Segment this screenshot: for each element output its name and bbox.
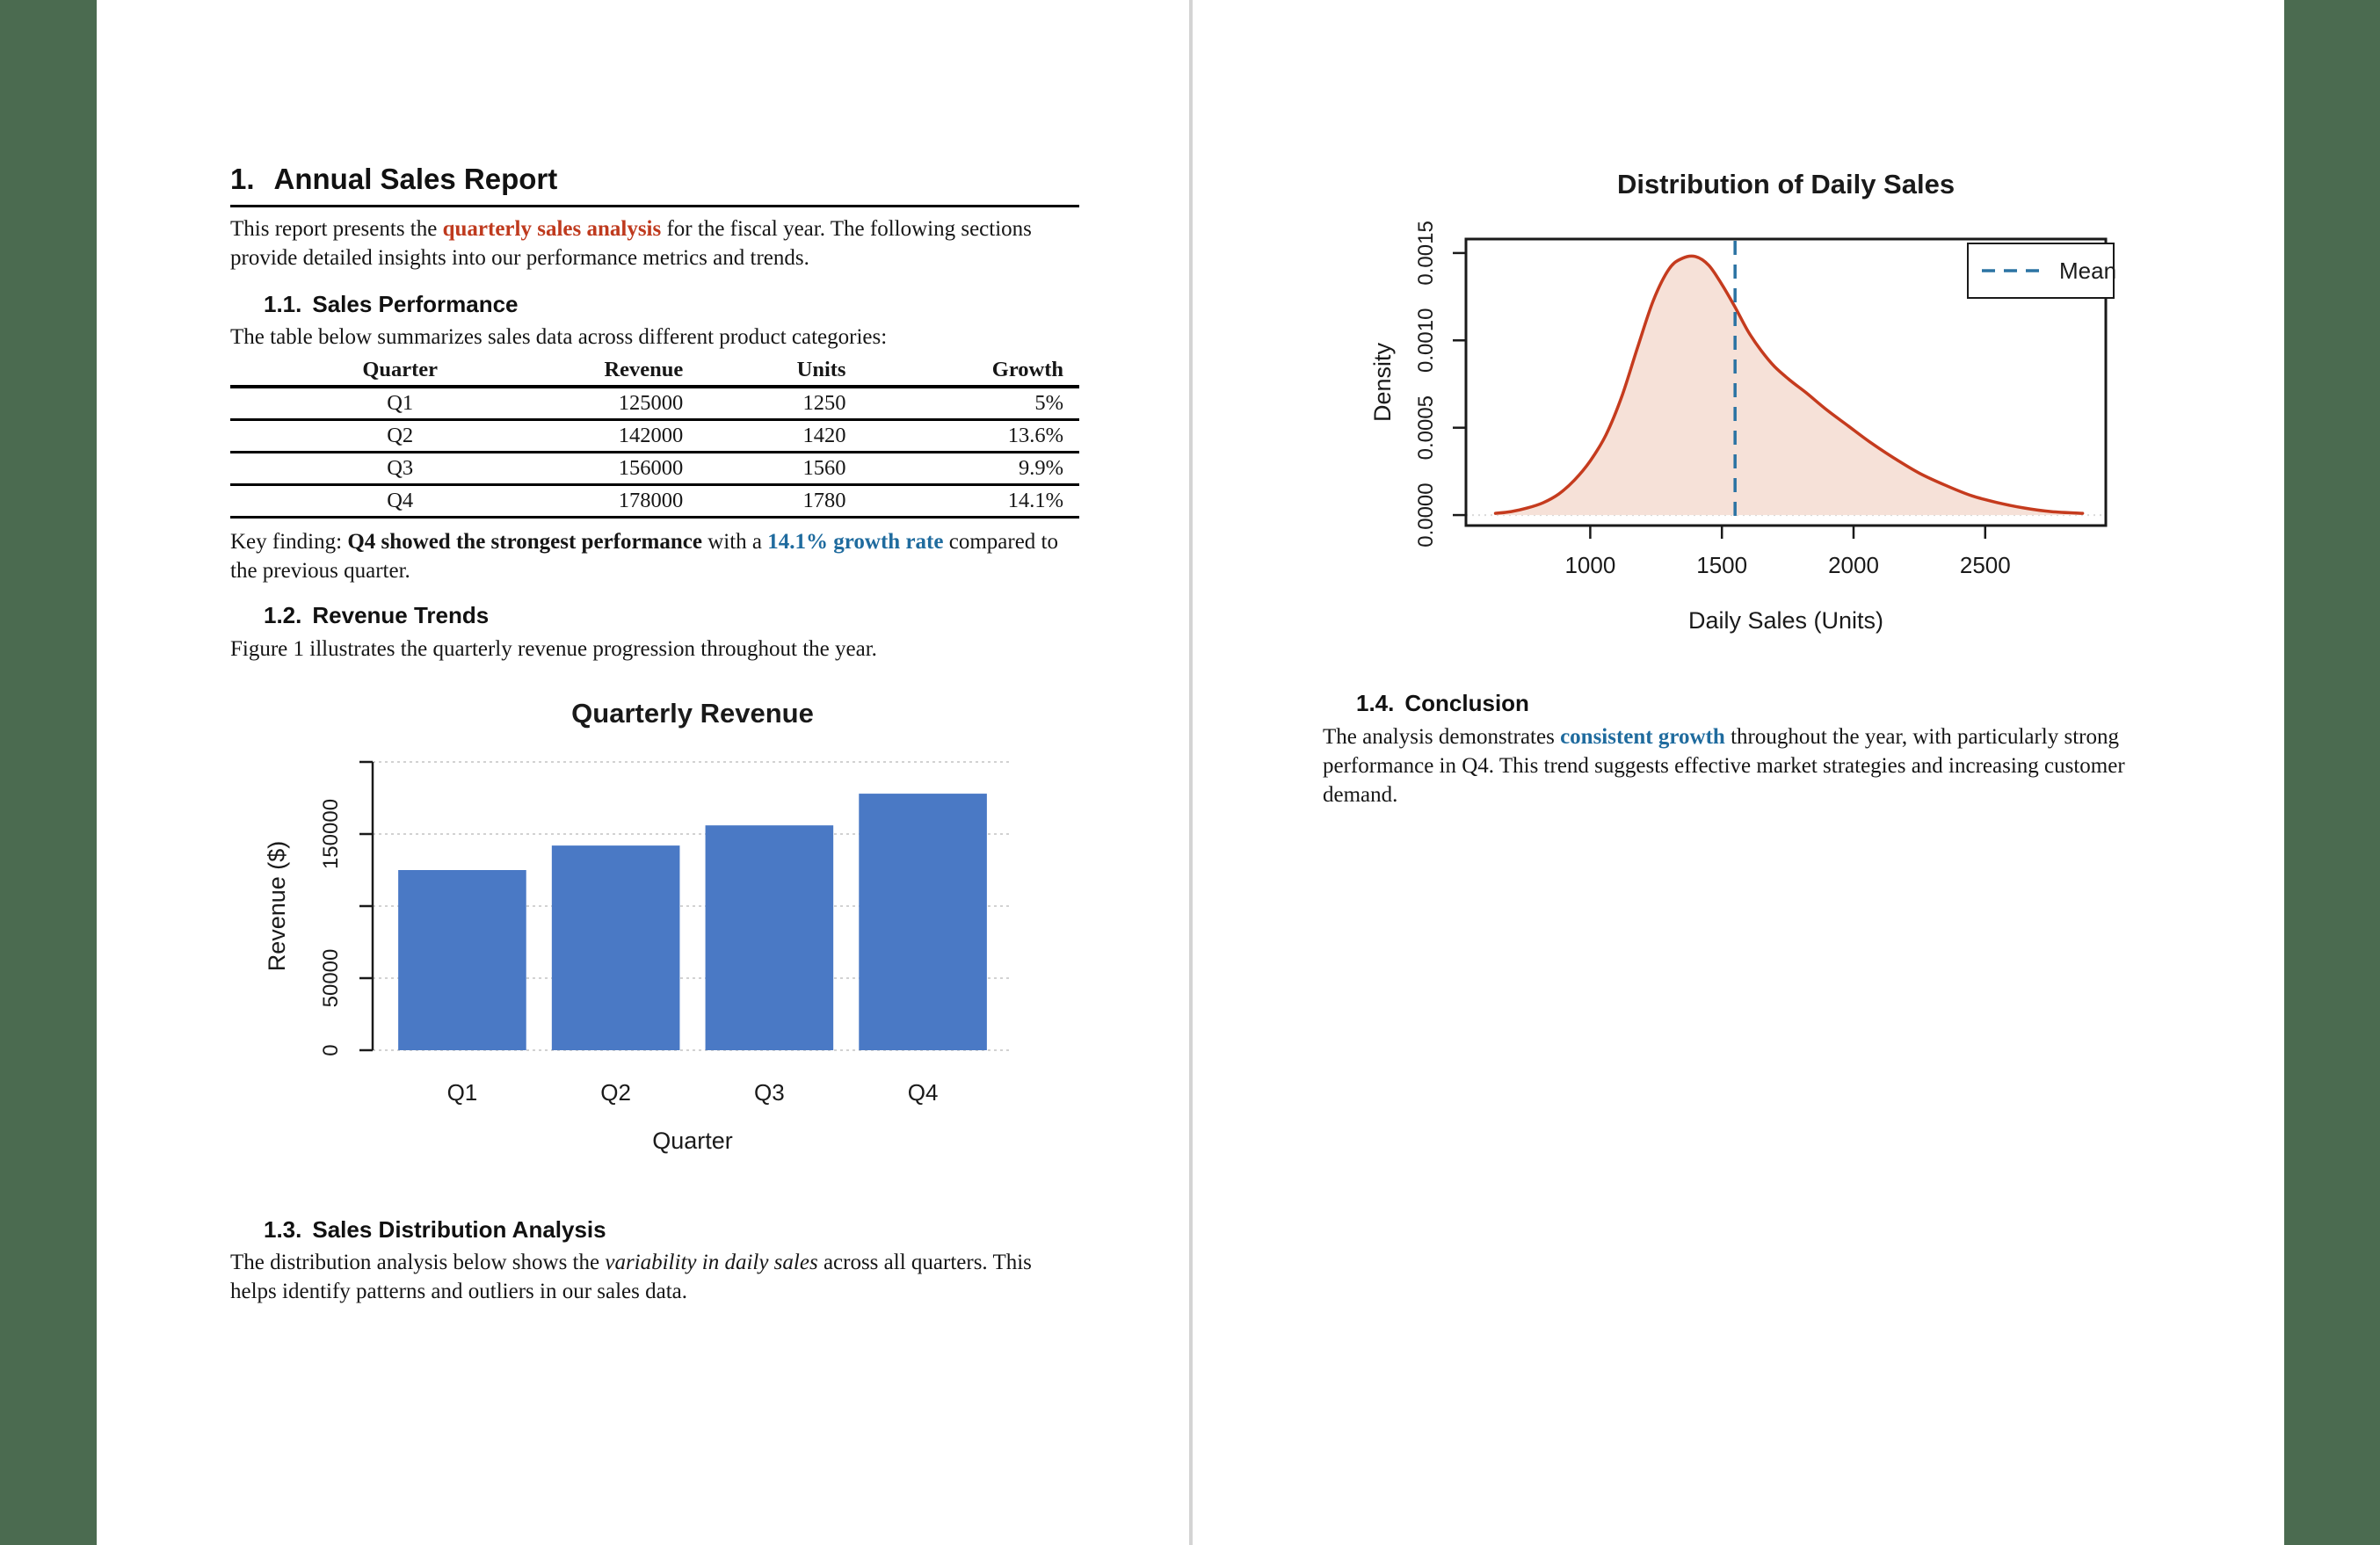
text-segment: quarterly sales analysis [442,216,662,241]
x-axis-title: Quarter [652,1127,733,1154]
y-tick-label: 0.0000 [1414,482,1438,548]
table-header-row [230,355,1079,387]
y-tick-label: 0.0010 [1414,308,1438,373]
section-number: 1.4. [1356,690,1395,716]
bar [859,794,987,1050]
chart-title: Quarterly Revenue [571,697,814,729]
column-header: Growth [991,358,1063,382]
y-tick-label: 0.0015 [1414,221,1438,286]
x-tick-label: 1000 [1564,552,1616,578]
table-cell: 125000 [618,391,684,416]
text-segment: with a [701,530,768,555]
table-cell: 156000 [618,456,684,481]
text-segment: variability in daily sales [605,1251,818,1275]
y-tick-label: 0 [319,1043,343,1056]
section-heading-1-4 [1323,689,2174,718]
section-heading-1-3 [230,1215,1079,1244]
table-cell: 1420 [802,424,846,448]
section-number: 1.1. [264,290,302,317]
table-cell: 5% [1034,391,1063,416]
table-row [230,387,1079,420]
intro-paragraph [230,214,1079,272]
x-tick-label: 2000 [1828,552,1879,578]
column-header: Units [796,358,846,382]
text-segment: The analysis demonstrates [1323,724,1561,749]
bar-chart-plot [264,698,1012,1154]
table-cell: 1780 [802,489,846,513]
sales-table [230,355,1079,519]
x-tick-label: Q2 [600,1078,631,1106]
y-axis-title: Revenue ($) [264,840,290,971]
section-number: 1.3. [264,1215,302,1243]
y-tick-label: 150000 [319,798,343,869]
table-cell: 9.9% [1018,456,1063,481]
text-segment: Q4 showed the strongest performance [347,530,702,555]
section-label: Revenue Trends [312,602,490,629]
table-cell: 142000 [618,424,684,448]
text-segment: consistent growth [1560,724,1725,749]
text-segment: The distribution analysis below shows the [230,1251,606,1275]
y-axis-title: Density [1369,342,1396,423]
x-tick-label: Q3 [754,1078,785,1106]
table-cell: Q2 [387,424,414,448]
text-segment: for the fiscal year. The following sections provide detailed insights into our performance metrics and trends. [230,216,1032,270]
table-cell: 1560 [802,456,846,481]
section-label: Sales Performance [312,290,519,317]
y-tick-label: 50000 [319,948,343,1007]
bar [706,825,834,1050]
x-tick-label: Q1 [446,1078,478,1106]
table-row [230,453,1079,485]
section-heading-1-1 [230,290,1079,319]
table-cell: 14.1% [1007,489,1063,513]
text-segment: across all quarters. This helps identify patterns and outliers in our sales data. [230,1251,1032,1304]
x-tick-label: 1500 [1696,552,1748,578]
section-heading-1-2 [230,601,1079,630]
table-cell: 1250 [802,391,846,416]
column-header: Revenue [604,358,684,382]
table-row [230,420,1079,453]
text-segment: compared to the previous quarter. [230,530,1058,584]
section-label: Sales Distribution Analysis [312,1215,606,1243]
column-header: Quarter [362,358,439,382]
legend-label: Mean [2059,258,2117,284]
legend [1968,243,2116,298]
figure-intro-paragraph: Figure 1 illustrates the quarterly revenue progression throughout the year. [230,636,877,661]
text-segment: throughout the year, with particularly strong performance in Q4. This trend suggests effective market strategies and increasing customer demand. [1323,724,2125,807]
report-title [230,162,1079,207]
bar [398,870,526,1050]
page-left-content [97,162,1189,1306]
table-cell: Q1 [387,391,414,416]
x-tick-label: Q4 [907,1078,939,1106]
report-title-number: 1. [230,163,255,195]
table-intro-paragraph: The table below summarizes sales data across different product categories: [230,325,888,350]
text-segment: This report presents the [230,216,443,241]
table-row [230,485,1079,518]
report-title-text: Annual Sales Report [273,163,558,195]
conclusion-paragraph [1323,722,2174,809]
text-segment: 14.1% growth rate [767,530,944,555]
table-cell: Q4 [387,489,414,513]
table-cell: Q3 [387,456,414,481]
key-finding-paragraph [230,527,1079,585]
bar [552,845,680,1050]
distribution-paragraph [230,1248,1079,1306]
x-axis-title: Daily Sales (Units) [1687,607,1884,634]
text-segment: Key finding: [230,530,348,555]
table-cell: 178000 [618,489,684,513]
density-plot [1369,169,2116,634]
section-label: Conclusion [1404,690,1529,716]
table-cell: 13.6% [1007,424,1063,448]
section-number: 1.2. [264,602,302,629]
page-right-content [1193,123,2284,809]
y-tick-label: 0.0005 [1414,395,1438,461]
x-tick-label: 2500 [1959,552,2011,578]
density-chart [1323,123,2174,668]
page-left [97,0,1189,1545]
chart-title: Distribution of Daily Sales [1616,169,1956,199]
revenue-bar-chart [230,656,1079,1201]
page-right [1193,0,2284,1545]
